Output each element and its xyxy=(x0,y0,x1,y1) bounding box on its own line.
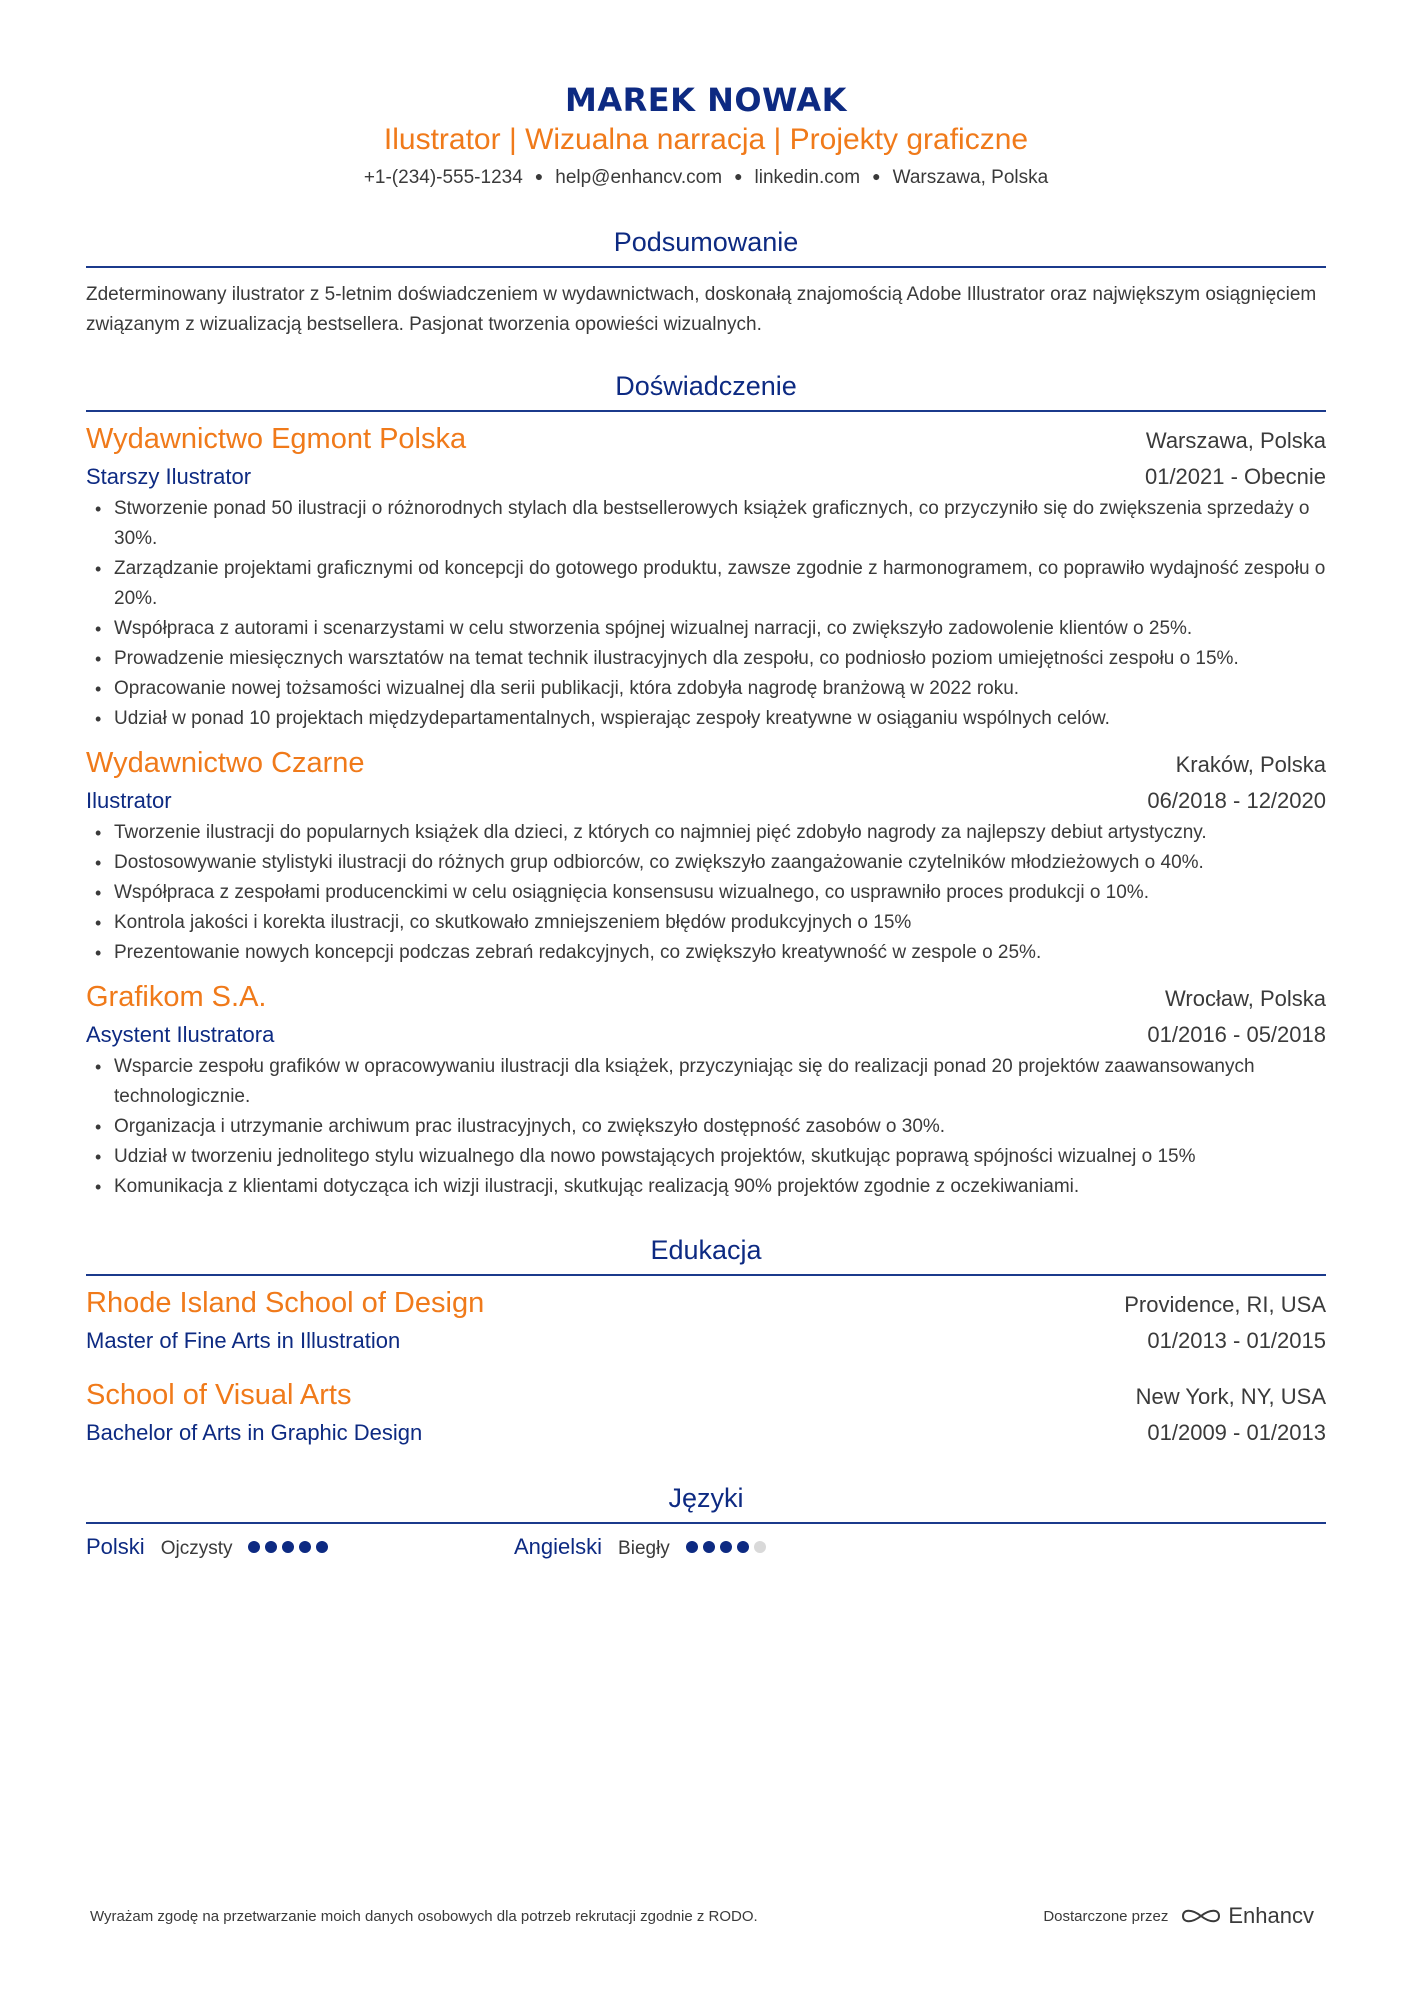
education-degree: Master of Fine Arts in Illustration xyxy=(86,1328,401,1353)
rating-dot-filled-icon xyxy=(248,1541,260,1553)
job-role: Ilustrator xyxy=(86,788,172,813)
section-title-education: Edukacja xyxy=(650,1235,762,1265)
list-item: • Opracowanie nowej tożsamości wizualnej dla serii publikacji, która zdobyła nagrodę branżową w 2022 roku. xyxy=(86,674,1326,704)
rating-dot-filled-icon xyxy=(265,1541,277,1553)
list-item: • Komunikacja z klientami dotycząca ich wizji ilustracji, skutkując realizacją 90% projektów zgodnie z oczekiwaniami. xyxy=(86,1172,1326,1202)
list-item: • Zarządzanie projektami graficznymi od koncepcji do gotowego produktu, zawsze zgodnie z harmonogramem, co poprawiło wydajność zespołu o 20%. xyxy=(86,554,1326,614)
language-name: Angielski xyxy=(514,1534,603,1559)
section-divider xyxy=(86,1522,1326,1524)
job-header-row xyxy=(86,744,1326,784)
experience-section xyxy=(86,368,1326,1202)
list-item: • Udział w tworzeniu jednolitego stylu wizualnego dla nowo powstających projektów, skutkując poprawą spójności wizualnej o 15% xyxy=(86,1142,1326,1172)
job-header-row xyxy=(86,978,1326,1018)
education-location: Providence, RI, USA xyxy=(1124,1292,1326,1317)
language-level: Ojczysty xyxy=(160,1538,233,1559)
resume-header xyxy=(86,0,1326,192)
education-section xyxy=(86,1232,1326,1450)
gdpr-consent: Wyrażam zgodę na przetwarzanie moich danych osobowych dla potrzeb rekrutacji zgodnie z RODO. xyxy=(90,1907,758,1925)
rating-dot-filled-icon xyxy=(737,1541,749,1553)
language-rating xyxy=(248,1541,328,1553)
list-item: • Udział w ponad 10 projektach międzydepartamentalnych, wspierając zespoły kreatywne w osiąganiu wspólnych celów. xyxy=(86,704,1326,734)
contact-phone: +1-(234)-555-1234 xyxy=(363,167,523,188)
job-location: Kraków, Polska xyxy=(1175,752,1326,777)
list-item: • Współpraca z autorami i scenarzystami w celu stworzenia spójnej wizualnej narracji, co zwiększyło zadowolenie klientów o 25%. xyxy=(86,614,1326,644)
section-title-languages: Języki xyxy=(668,1483,744,1513)
job-company: Grafikom S.A. xyxy=(86,981,267,1013)
job-subheader-row xyxy=(86,784,1326,818)
education-school: School of Visual Arts xyxy=(86,1379,352,1411)
section-divider xyxy=(86,266,1326,268)
job-company: Wydawnictwo Egmont Polska xyxy=(86,423,467,455)
education-dates: 01/2013 - 01/2015 xyxy=(1147,1328,1326,1353)
page-footer xyxy=(90,1903,1314,1929)
job-subheader-row xyxy=(86,1018,1326,1052)
contact-linkedin[interactable]: linkedin.com xyxy=(754,167,861,188)
rating-dot-filled-icon xyxy=(720,1541,732,1553)
section-divider xyxy=(86,410,1326,412)
summary-section xyxy=(86,224,1326,340)
rating-dot-empty-icon xyxy=(754,1541,766,1553)
separator-dot-icon: ● xyxy=(872,168,881,184)
language-item xyxy=(86,1534,514,1560)
education-degree: Bachelor of Arts in Graphic Design xyxy=(86,1420,423,1445)
education-entry xyxy=(86,1376,1326,1450)
language-name: Polski xyxy=(86,1534,145,1559)
powered-by xyxy=(1043,1903,1314,1929)
job-entry xyxy=(86,744,1326,968)
brand-name[interactable]: Enhancv xyxy=(1228,1903,1314,1928)
section-title-summary: Podsumowanie xyxy=(613,227,799,257)
job-company: Wydawnictwo Czarne xyxy=(86,747,365,779)
job-subheader-row xyxy=(86,460,1326,494)
job-role: Asystent Ilustratora xyxy=(86,1022,275,1047)
language-item xyxy=(514,1534,942,1560)
powered-by-label: Dostarczone przez xyxy=(1043,1907,1169,1925)
list-item: • Wsparcie zespołu grafików w opracowywaniu ilustracji dla książek, przyczyniając się do realizacji ponad 20 projektów zaawansowanych technologicznie. xyxy=(86,1052,1326,1112)
job-dates: 06/2018 - 12/2020 xyxy=(1147,788,1326,813)
education-location: New York, NY, USA xyxy=(1135,1384,1326,1409)
resume-page xyxy=(86,0,1326,1560)
rating-dot-filled-icon xyxy=(282,1541,294,1553)
education-dates: 01/2009 - 01/2013 xyxy=(1147,1420,1326,1445)
job-bullets xyxy=(86,818,1326,968)
education-subheader-row xyxy=(86,1324,1326,1358)
language-level: Biegły xyxy=(618,1538,670,1559)
job-entry xyxy=(86,978,1326,1202)
education-header-row xyxy=(86,1376,1326,1416)
list-item: • Współpraca z zespołami producenckimi w celu osiągnięcia konsensusu wizualnego, co usprawniło proces produkcji o 10%. xyxy=(86,878,1326,908)
list-item: • Kontrola jakości i korekta ilustracji, co skutkowało zmniejszeniem błędów produkcyjnych o 15% xyxy=(86,908,1326,938)
list-item: • Stworzenie ponad 50 ilustracji o różnorodnych stylach dla bestsellerowych książek graficznych, co przyczyniło się do zwiększenia sprzedaży o 30%. xyxy=(86,494,1326,554)
separator-dot-icon: ● xyxy=(734,168,743,184)
languages-row xyxy=(86,1534,1326,1560)
job-bullets xyxy=(86,494,1326,734)
summary-text: Zdeterminowany ilustrator z 5-letnim doświadczeniem w wydawnictwach, doskonałą znajomością Adobe Illustrator oraz największym osiągnięciem związanym z wizualizacją bestsellera. Pasjonat tworzenia opowieści wizualnych. xyxy=(86,284,1317,335)
education-entry xyxy=(86,1284,1326,1358)
rating-dot-filled-icon xyxy=(316,1541,328,1553)
education-header-row xyxy=(86,1284,1326,1324)
rating-dot-filled-icon xyxy=(299,1541,311,1553)
contact-email[interactable]: help@enhancv.com xyxy=(555,167,723,188)
languages-section xyxy=(86,1480,1326,1560)
job-header-row xyxy=(86,420,1326,460)
education-subheader-row xyxy=(86,1416,1326,1450)
rating-dot-filled-icon xyxy=(703,1541,715,1553)
enhancv-logo-icon xyxy=(1180,1905,1222,1927)
education-school: Rhode Island School of Design xyxy=(86,1287,485,1319)
job-role: Starszy Ilustrator xyxy=(86,464,252,489)
list-item: • Prezentowanie nowych koncepcji podczas zebrań redakcyjnych, co zwiększyło kreatywność w zespole o 25%. xyxy=(86,938,1326,968)
job-dates: 01/2021 - Obecnie xyxy=(1144,464,1326,489)
list-item: • Prowadzenie miesięcznych warsztatów na temat technik ilustracyjnych dla zespołu, co podniosło poziom umiejętności zespołu o 15%. xyxy=(86,644,1326,674)
job-location: Wrocław, Polska xyxy=(1165,986,1326,1011)
rating-dot-filled-icon xyxy=(686,1541,698,1553)
job-bullets xyxy=(86,1052,1326,1202)
contact-line xyxy=(86,162,1326,192)
list-item: • Organizacja i utrzymanie archiwum prac ilustracyjnych, co zwiększyło dostępność zasobów o 30%. xyxy=(86,1112,1326,1142)
language-rating xyxy=(686,1541,766,1553)
job-entry xyxy=(86,420,1326,734)
separator-dot-icon: ● xyxy=(534,168,544,184)
section-title-experience: Doświadczenie xyxy=(615,371,797,401)
candidate-name: MAREK NOWAK xyxy=(565,81,847,119)
job-dates: 01/2016 - 05/2018 xyxy=(1147,1022,1326,1047)
section-divider xyxy=(86,1274,1326,1276)
job-location: Warszawa, Polska xyxy=(1145,428,1326,453)
list-item: • Tworzenie ilustracji do popularnych książek dla dzieci, z których co najmniej pięć zdobyło nagrody za najlepszy debiut artystyczny. xyxy=(86,818,1326,848)
list-item: • Dostosowywanie stylistyki ilustracji do różnych grup odbiorców, co zwiększyło zaangażowanie czytelników młodzieżowych o 40%. xyxy=(86,848,1326,878)
contact-location: Warszawa, Polska xyxy=(892,167,1049,188)
candidate-title: Ilustrator | Wizualna narracja | Projekty graficzne xyxy=(383,123,1029,156)
